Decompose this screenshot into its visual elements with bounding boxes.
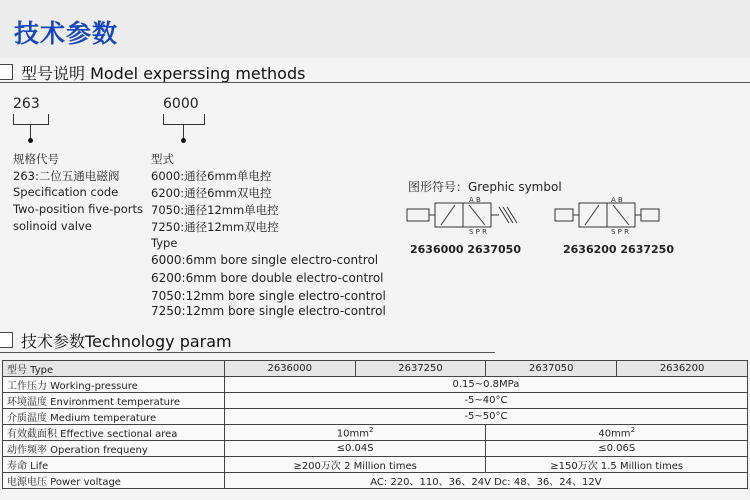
model-section-title: 型号说明 Model experssing methods <box>21 63 306 83</box>
valve-symbol-double-icon <box>553 195 693 235</box>
right-line: 7050:12mm bore single electro-control <box>151 289 386 303</box>
table-row <box>3 457 748 473</box>
port-labels-top: A B <box>611 196 623 204</box>
right-line: 7250:12mm bore single electro-control <box>151 304 386 318</box>
header-cell: 2636200 <box>617 361 748 377</box>
header-cell: 2636000 <box>224 361 355 377</box>
valve-symbol-single-icon <box>405 195 545 235</box>
model-section-header <box>0 60 305 84</box>
header-banner <box>0 0 750 58</box>
row-value: -5~50°C <box>224 409 747 425</box>
left-line: solinoid valve <box>13 219 92 233</box>
tech-section-header <box>0 328 232 352</box>
spec-table <box>2 360 748 489</box>
symbol-label-double: 2636200 2637250 <box>563 243 674 256</box>
row-value: ≥150万次 1.5 Million times <box>486 457 748 473</box>
header-cell: 型号 Type <box>3 361 225 377</box>
right-line: 6000:通径6mm单电控 <box>151 169 272 183</box>
port-labels-top: A B <box>469 196 481 204</box>
row-label: 工作压力 Working-pressure <box>3 377 225 393</box>
type-code: 6000 <box>163 96 199 112</box>
left-line: 规格代号 <box>13 152 59 166</box>
row-value: ≥200万次 2 Million times <box>224 457 486 473</box>
right-line: 6200:通径6mm双电控 <box>151 186 272 200</box>
table-row <box>3 377 748 393</box>
row-value: AC: 220、110、36、24V Dc: 48、36、24、12V <box>224 473 747 489</box>
type-code-bracket <box>163 114 205 125</box>
symbol-label-single: 2636000 2637050 <box>410 243 521 256</box>
right-line: 6200:6mm bore double electro-control <box>151 271 384 285</box>
row-label: 电源电压 Power voltage <box>3 473 225 489</box>
row-value <box>486 425 748 441</box>
row-value: 0.15~0.8MPa <box>224 377 747 393</box>
right-line: 6000:6mm bore single electro-control <box>151 253 379 267</box>
row-label: 介质温度 Medium temperature <box>3 409 225 425</box>
spec-code-dot <box>28 138 33 143</box>
row-value: -5~40°C <box>224 393 747 409</box>
area-unit-sup: 2 <box>369 425 374 434</box>
table-row <box>3 425 748 441</box>
page-title: 技术参数 <box>14 19 119 48</box>
row-label: 环境温度 Environment temperature <box>3 393 225 409</box>
port-labels-bottom: S P R <box>469 228 487 235</box>
port-labels-bottom: S P R <box>611 228 629 235</box>
table-row <box>3 393 748 409</box>
right-line: 7050:通径12mm单电控 <box>151 203 279 217</box>
header-cell: 2637250 <box>355 361 486 377</box>
spec-code-bracket <box>13 114 49 125</box>
left-line: Two-position five-ports <box>13 202 143 216</box>
section-marker-icon <box>0 64 13 80</box>
section-marker-icon <box>0 332 13 348</box>
section-divider <box>0 352 495 353</box>
right-line: 7250:通径12mm双电控 <box>151 220 279 234</box>
table-row <box>3 409 748 425</box>
right-line: Type <box>151 236 178 250</box>
tech-section-title: 技术参数Technology param <box>21 331 232 351</box>
row-label: 寿命 Life <box>3 457 225 473</box>
area-unit-sup: 2 <box>630 425 636 434</box>
type-code-dot <box>181 138 186 143</box>
left-line: 263:二位五通电磁阀 <box>13 169 120 183</box>
table-header-row <box>3 361 748 377</box>
row-label: 动作频率 Operation frequeny <box>3 441 225 457</box>
row-label: 有效截面积 Effective sectional area <box>3 425 225 441</box>
header-cell: 2637050 <box>486 361 617 377</box>
row-value: ≤0.04S <box>224 441 486 457</box>
right-line: 型式 <box>151 152 174 166</box>
left-line: Specification code <box>13 185 119 199</box>
row-value <box>224 425 486 441</box>
area-value: 10mm <box>336 428 369 440</box>
section-divider <box>0 82 750 83</box>
table-row <box>3 473 748 489</box>
table-row <box>3 441 748 457</box>
spec-code: 263 <box>13 96 40 112</box>
row-value: ≤0.06S <box>486 441 748 457</box>
area-value: 40mm <box>598 428 631 440</box>
symbol-caption: 图形符号：Grephic symbol <box>408 180 562 194</box>
